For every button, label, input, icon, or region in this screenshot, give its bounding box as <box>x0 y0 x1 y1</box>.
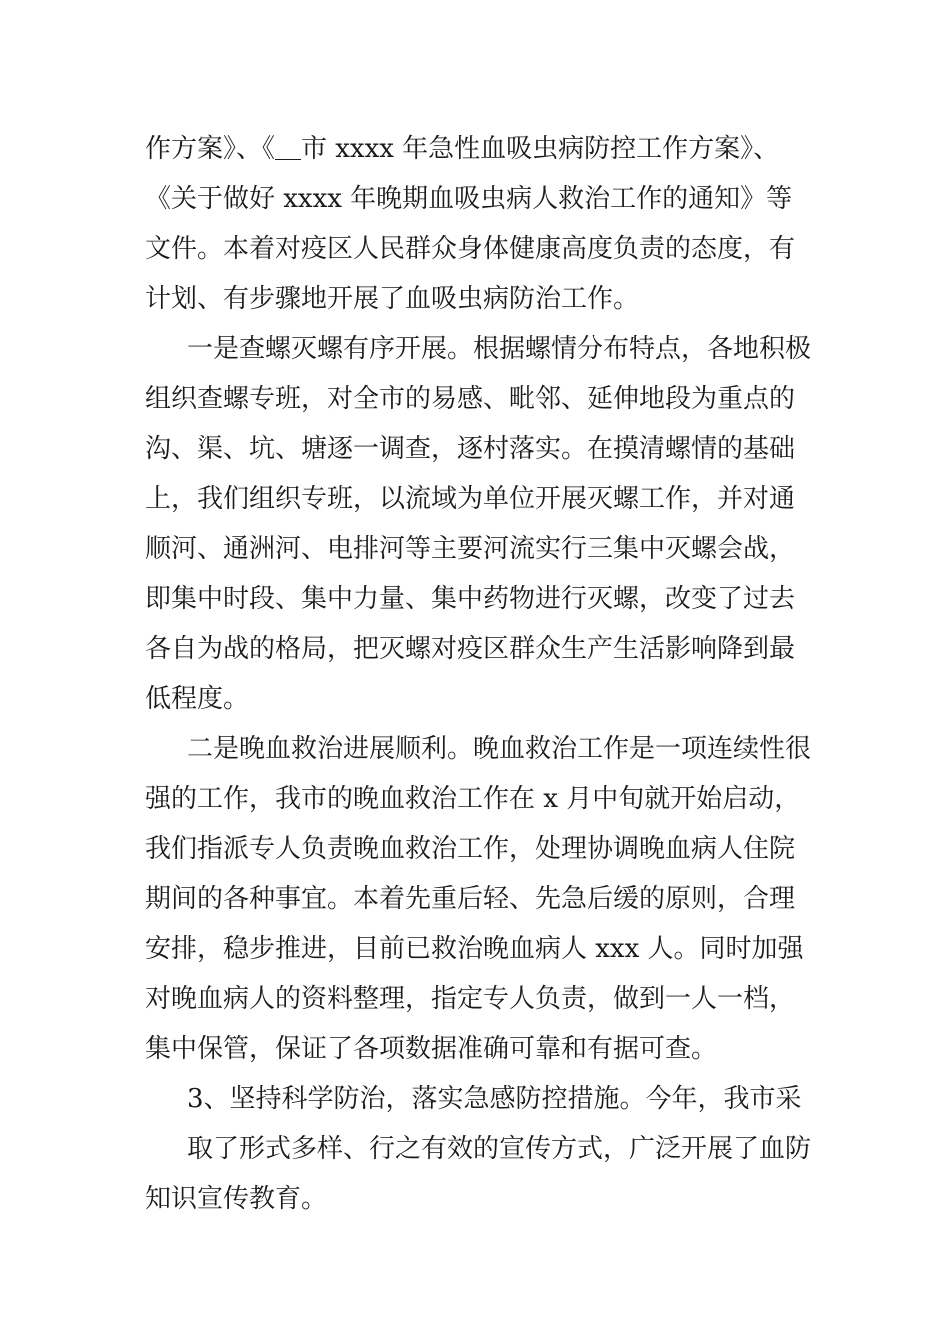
paragraph-publicity <box>145 1124 815 1224</box>
text-line: 顺河、通洲河、电排河等主要河流实行三集中灭螺会战， <box>145 534 796 564</box>
text-line: 上，我们组织专班，以流域为单位开展灭螺工作，并对通 <box>145 484 796 514</box>
document-body <box>145 124 815 1224</box>
text-line: 文件。本着对疫区人民群众身体健康高度负责的态度，有 <box>145 234 796 264</box>
text-line: 计划、有步骤地开展了血吸虫病防治工作。 <box>145 284 640 314</box>
text-line: 取了形式多样、行之有效的宣传方式，广泛开展了血防 <box>187 1134 812 1164</box>
paragraph-snail-control <box>145 324 815 724</box>
text-line: 二是晚血救治进展顺利。晚血救治工作是一项连续性很 <box>187 734 812 764</box>
text-line: 《关于做好 xxxx 年晚期血吸虫病人救治工作的通知》等 <box>145 184 793 214</box>
text-line: 3、坚持科学防治，落实急感防控措施。今年，我市采 <box>187 1084 802 1114</box>
section-heading-3 <box>145 1074 815 1124</box>
text-line: 集中保管，保证了各项数据准确可靠和有据可查。 <box>145 1034 718 1064</box>
paragraph-late-stage-treatment <box>145 724 815 1074</box>
text-line: 知识宣传教育。 <box>145 1184 328 1214</box>
text-line: 沟、渠、坑、塘逐一调查，逐村落实。在摸清螺情的基础 <box>145 434 796 464</box>
text-line: 作方案》、《＿市 xxxx 年急性血吸虫病防控工作方案》、 <box>145 134 780 164</box>
paragraph-intro <box>145 124 815 324</box>
text-line: 安排，稳步推进，目前已救治晚血病人 xxx 人。同时加强 <box>145 934 804 964</box>
text-line: 我们指派专人负责晚血救治工作，处理协调晚血病人住院 <box>145 834 796 864</box>
text-line: 即集中时段、集中力量、集中药物进行灭螺，改变了过去 <box>145 584 796 614</box>
text-line: 各自为战的格局，把灭螺对疫区群众生产生活影响降到最 <box>145 634 796 664</box>
text-line: 一是查螺灭螺有序开展。根据螺情分布特点，各地积极 <box>187 334 812 364</box>
text-line: 对晚血病人的资料整理，指定专人负责，做到一人一档， <box>145 984 796 1014</box>
text-line: 低程度。 <box>145 684 250 714</box>
text-line: 强的工作，我市的晚血救治工作在 x 月中旬就开始启动， <box>145 784 801 814</box>
text-line: 组织查螺专班，对全市的易感、毗邻、延伸地段为重点的 <box>145 384 796 414</box>
text-line: 期间的各种事宜。本着先重后轻、先急后缓的原则，合理 <box>145 884 796 914</box>
